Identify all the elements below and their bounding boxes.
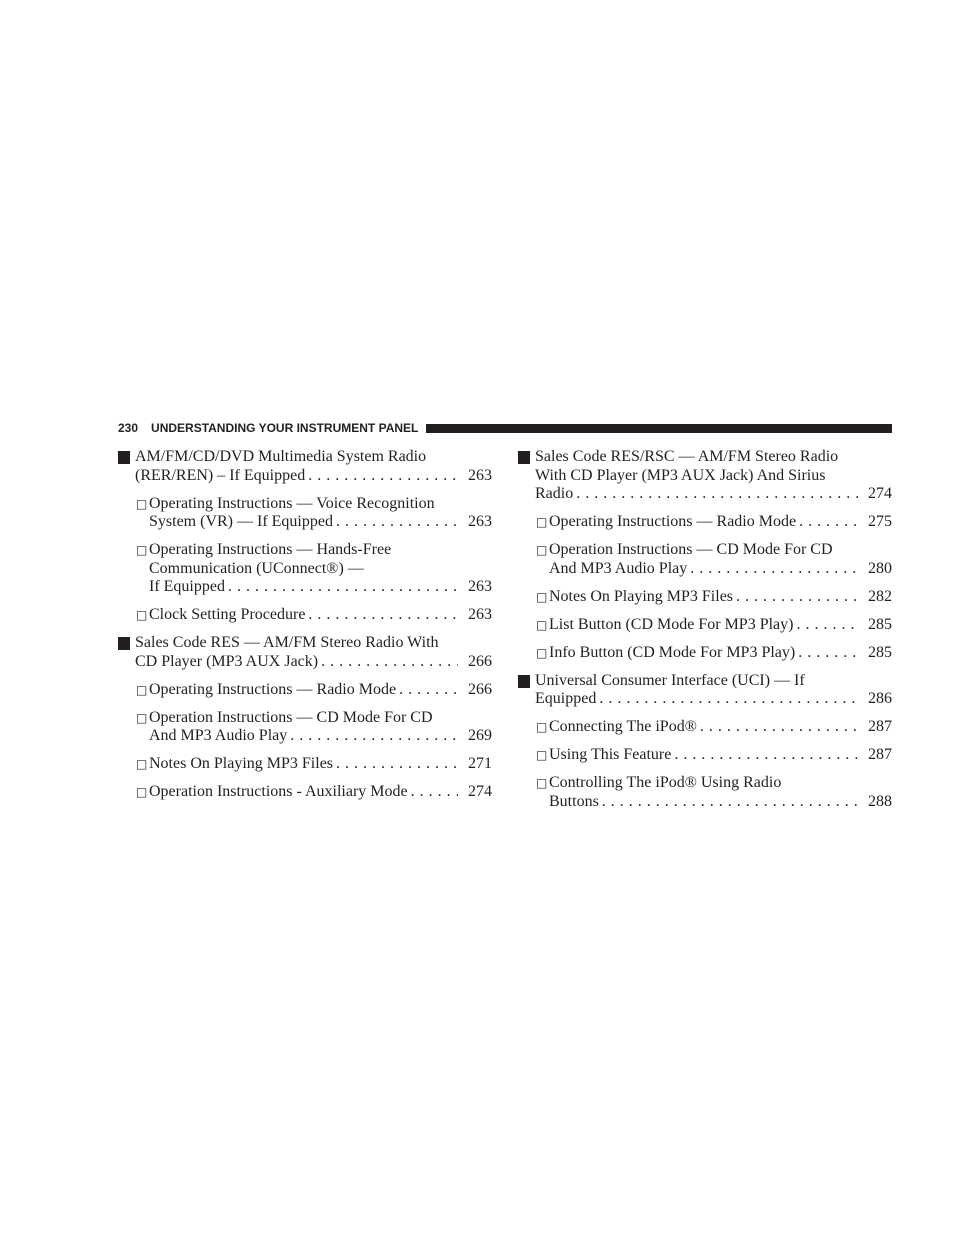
toc-subsection-entry[interactable] bbox=[118, 495, 492, 532]
toc-page-number: 271 bbox=[468, 755, 492, 772]
toc-entry-final-line bbox=[135, 653, 492, 672]
dot-leader bbox=[396, 681, 458, 700]
dot-leader bbox=[408, 783, 458, 802]
dot-leader bbox=[305, 467, 458, 486]
toc-entry-text: Using This Feature bbox=[549, 746, 672, 763]
toc-entry-text: Equipped bbox=[535, 690, 597, 707]
toc-entry-text-line: With CD Player (MP3 AUX Jack) And Sirius bbox=[535, 466, 826, 484]
toc-entry-final-line bbox=[149, 606, 492, 625]
toc-entry-final-line bbox=[149, 755, 492, 774]
toc-subsection-entry[interactable] bbox=[118, 783, 492, 802]
toc-page-number: 287 bbox=[868, 746, 892, 763]
toc-entry-text-line: Controlling The iPod® Using Radio bbox=[549, 774, 782, 791]
dot-leader bbox=[733, 588, 858, 607]
toc-subsection-entry[interactable] bbox=[518, 746, 892, 765]
toc-entry-text: CD Player (MP3 AUX Jack) bbox=[135, 652, 319, 670]
toc-entry-text: Buttons bbox=[549, 792, 599, 810]
hollow-square-bullet-icon: □ bbox=[536, 645, 548, 660]
toc-entry-final-line bbox=[149, 783, 492, 802]
toc-page-number: 285 bbox=[868, 615, 892, 633]
filled-square-bullet-icon bbox=[518, 675, 530, 688]
toc-entry-final-line bbox=[535, 690, 892, 709]
hollow-square-bullet-icon: □ bbox=[536, 748, 548, 762]
dot-leader bbox=[671, 746, 858, 765]
toc-entry-text-line: AM/FM/CD/DVD Multimedia System Radio bbox=[135, 448, 427, 465]
toc-subsection-entry[interactable] bbox=[118, 709, 492, 746]
toc-entry-final-line bbox=[149, 727, 492, 746]
toc-subsection-entry[interactable] bbox=[118, 755, 492, 774]
toc-subsection-entry[interactable] bbox=[518, 588, 892, 607]
toc-section-entry[interactable] bbox=[118, 634, 492, 671]
hollow-square-bullet-icon: □ bbox=[136, 757, 148, 771]
toc-subsection-entry[interactable] bbox=[118, 606, 492, 625]
hollow-square-bullet-icon: □ bbox=[136, 682, 148, 697]
toc-entry-final-line bbox=[549, 513, 892, 532]
toc-entry-text: Clock Setting Procedure bbox=[149, 606, 306, 623]
toc-entry-final-line bbox=[549, 644, 892, 663]
dot-leader bbox=[687, 560, 858, 579]
hollow-square-bullet-icon: □ bbox=[536, 720, 548, 734]
hollow-square-bullet-icon: □ bbox=[136, 543, 148, 557]
toc-subsection-entry[interactable] bbox=[518, 718, 892, 737]
toc-page-number: 263 bbox=[468, 466, 492, 484]
toc-entry-text-line: Operation Instructions — CD Mode For CD bbox=[549, 541, 833, 558]
toc-entry-final-line bbox=[549, 718, 892, 737]
page-number: 230 bbox=[118, 421, 139, 435]
dot-leader bbox=[796, 513, 858, 532]
toc-entry-final-line bbox=[135, 467, 492, 486]
toc-page-number: 274 bbox=[868, 485, 892, 502]
toc-column-left bbox=[118, 448, 492, 811]
toc-entry-text: Info Button (CD Mode For MP3 Play) bbox=[549, 643, 796, 661]
toc-entry-text: Radio bbox=[535, 485, 574, 502]
dot-leader bbox=[333, 513, 458, 532]
toc-entry-text: Operating Instructions — Radio Mode bbox=[549, 513, 797, 530]
hollow-square-bullet-icon: □ bbox=[136, 710, 148, 725]
hollow-square-bullet-icon: □ bbox=[136, 608, 148, 622]
filled-square-bullet-icon bbox=[118, 451, 130, 464]
dot-leader bbox=[795, 644, 858, 663]
dot-leader bbox=[287, 727, 458, 746]
toc-subsection-entry[interactable] bbox=[518, 541, 892, 578]
toc-entry-text: Operation Instructions - Auxiliary Mode bbox=[149, 783, 408, 800]
toc-entry-text-line: Operating Instructions — Hands-Free bbox=[149, 541, 392, 558]
dot-leader bbox=[333, 755, 458, 774]
dot-leader bbox=[697, 718, 858, 737]
hollow-square-bullet-icon: □ bbox=[136, 785, 148, 799]
toc-page-number: 266 bbox=[468, 652, 492, 670]
hollow-square-bullet-icon: □ bbox=[536, 776, 548, 790]
toc-page-number: 275 bbox=[868, 513, 892, 530]
toc-entry-text: Notes On Playing MP3 Files bbox=[149, 755, 334, 772]
toc-entry-text: And MP3 Audio Play bbox=[149, 727, 288, 744]
toc-entry-text: If Equipped bbox=[149, 578, 225, 595]
dot-leader bbox=[599, 793, 858, 812]
toc-subsection-entry[interactable] bbox=[518, 774, 892, 811]
toc-page-number: 274 bbox=[468, 783, 492, 800]
toc-page-number: 285 bbox=[868, 643, 892, 661]
toc-page-number: 263 bbox=[468, 513, 492, 530]
hollow-square-bullet-icon: □ bbox=[536, 515, 548, 529]
toc-section-entry[interactable] bbox=[118, 448, 492, 485]
toc-entry-final-line bbox=[535, 485, 892, 504]
dot-leader bbox=[225, 578, 458, 597]
header-rule bbox=[426, 424, 892, 433]
dot-leader bbox=[596, 690, 858, 709]
toc-entry-final-line bbox=[549, 746, 892, 765]
toc-subsection-entry[interactable] bbox=[518, 616, 892, 635]
toc-entry-final-line bbox=[549, 793, 892, 812]
toc-entry-text-line: Sales Code RES — AM/FM Stereo Radio With bbox=[135, 634, 439, 651]
toc-entry-text-line: Communication (UConnect®) — bbox=[149, 559, 364, 577]
toc-page-number: 263 bbox=[468, 578, 492, 595]
toc-column-right bbox=[518, 448, 892, 821]
toc-entry-text-line: Universal Consumer Interface (UCI) — If bbox=[535, 671, 805, 689]
toc-page-number: 286 bbox=[868, 690, 892, 707]
toc-page-number: 263 bbox=[468, 606, 492, 623]
toc-entry-text: And MP3 Audio Play bbox=[549, 559, 688, 577]
toc-entry-text-line: Operating Instructions — Voice Recognition bbox=[149, 494, 435, 512]
hollow-square-bullet-icon: □ bbox=[536, 543, 548, 557]
dot-leader bbox=[573, 485, 858, 504]
toc-entry-final-line bbox=[549, 588, 892, 607]
toc-section-entry[interactable] bbox=[518, 448, 892, 504]
toc-entry-final-line bbox=[549, 616, 892, 635]
toc-entry-final-line bbox=[149, 681, 492, 700]
dot-leader bbox=[793, 616, 858, 635]
toc-page-number: 266 bbox=[468, 680, 492, 698]
toc-entry-text: Notes On Playing MP3 Files bbox=[549, 587, 734, 605]
toc-entry-text: List Button (CD Mode For MP3 Play) bbox=[549, 615, 794, 633]
toc-entry-text: System (VR) — If Equipped bbox=[149, 513, 333, 530]
toc-entry-final-line bbox=[149, 578, 492, 597]
section-title: UNDERSTANDING YOUR INSTRUMENT PANEL bbox=[151, 421, 419, 435]
running-header bbox=[118, 420, 892, 436]
toc-entry-text-line: Sales Code RES/RSC — AM/FM Stereo Radio bbox=[535, 448, 839, 465]
toc-page-number: 280 bbox=[868, 559, 892, 577]
toc-entry-text-line: Operation Instructions — CD Mode For CD bbox=[149, 708, 433, 726]
toc-page-number: 282 bbox=[868, 587, 892, 605]
hollow-square-bullet-icon: □ bbox=[136, 496, 148, 511]
toc-section-entry[interactable] bbox=[518, 672, 892, 709]
toc-page-number: 287 bbox=[868, 718, 892, 735]
toc-entry-final-line bbox=[549, 560, 892, 579]
hollow-square-bullet-icon: □ bbox=[536, 589, 548, 604]
toc-entry-text: Connecting The iPod® bbox=[549, 718, 697, 735]
toc-entry-text: (RER/REN) – If Equipped bbox=[135, 466, 306, 484]
dot-leader bbox=[318, 653, 458, 672]
toc-subsection-entry[interactable] bbox=[518, 513, 892, 532]
hollow-square-bullet-icon: □ bbox=[536, 617, 548, 632]
toc-page-number: 269 bbox=[468, 727, 492, 744]
dot-leader bbox=[305, 606, 458, 625]
toc-subsection-entry[interactable] bbox=[518, 644, 892, 663]
toc-entry-final-line bbox=[149, 513, 492, 532]
filled-square-bullet-icon bbox=[118, 637, 130, 650]
toc-subsection-entry[interactable] bbox=[118, 681, 492, 700]
toc-page-number: 288 bbox=[868, 792, 892, 810]
toc-subsection-entry[interactable] bbox=[118, 541, 492, 597]
filled-square-bullet-icon bbox=[518, 451, 530, 464]
toc-entry-text: Operating Instructions — Radio Mode bbox=[149, 680, 397, 698]
